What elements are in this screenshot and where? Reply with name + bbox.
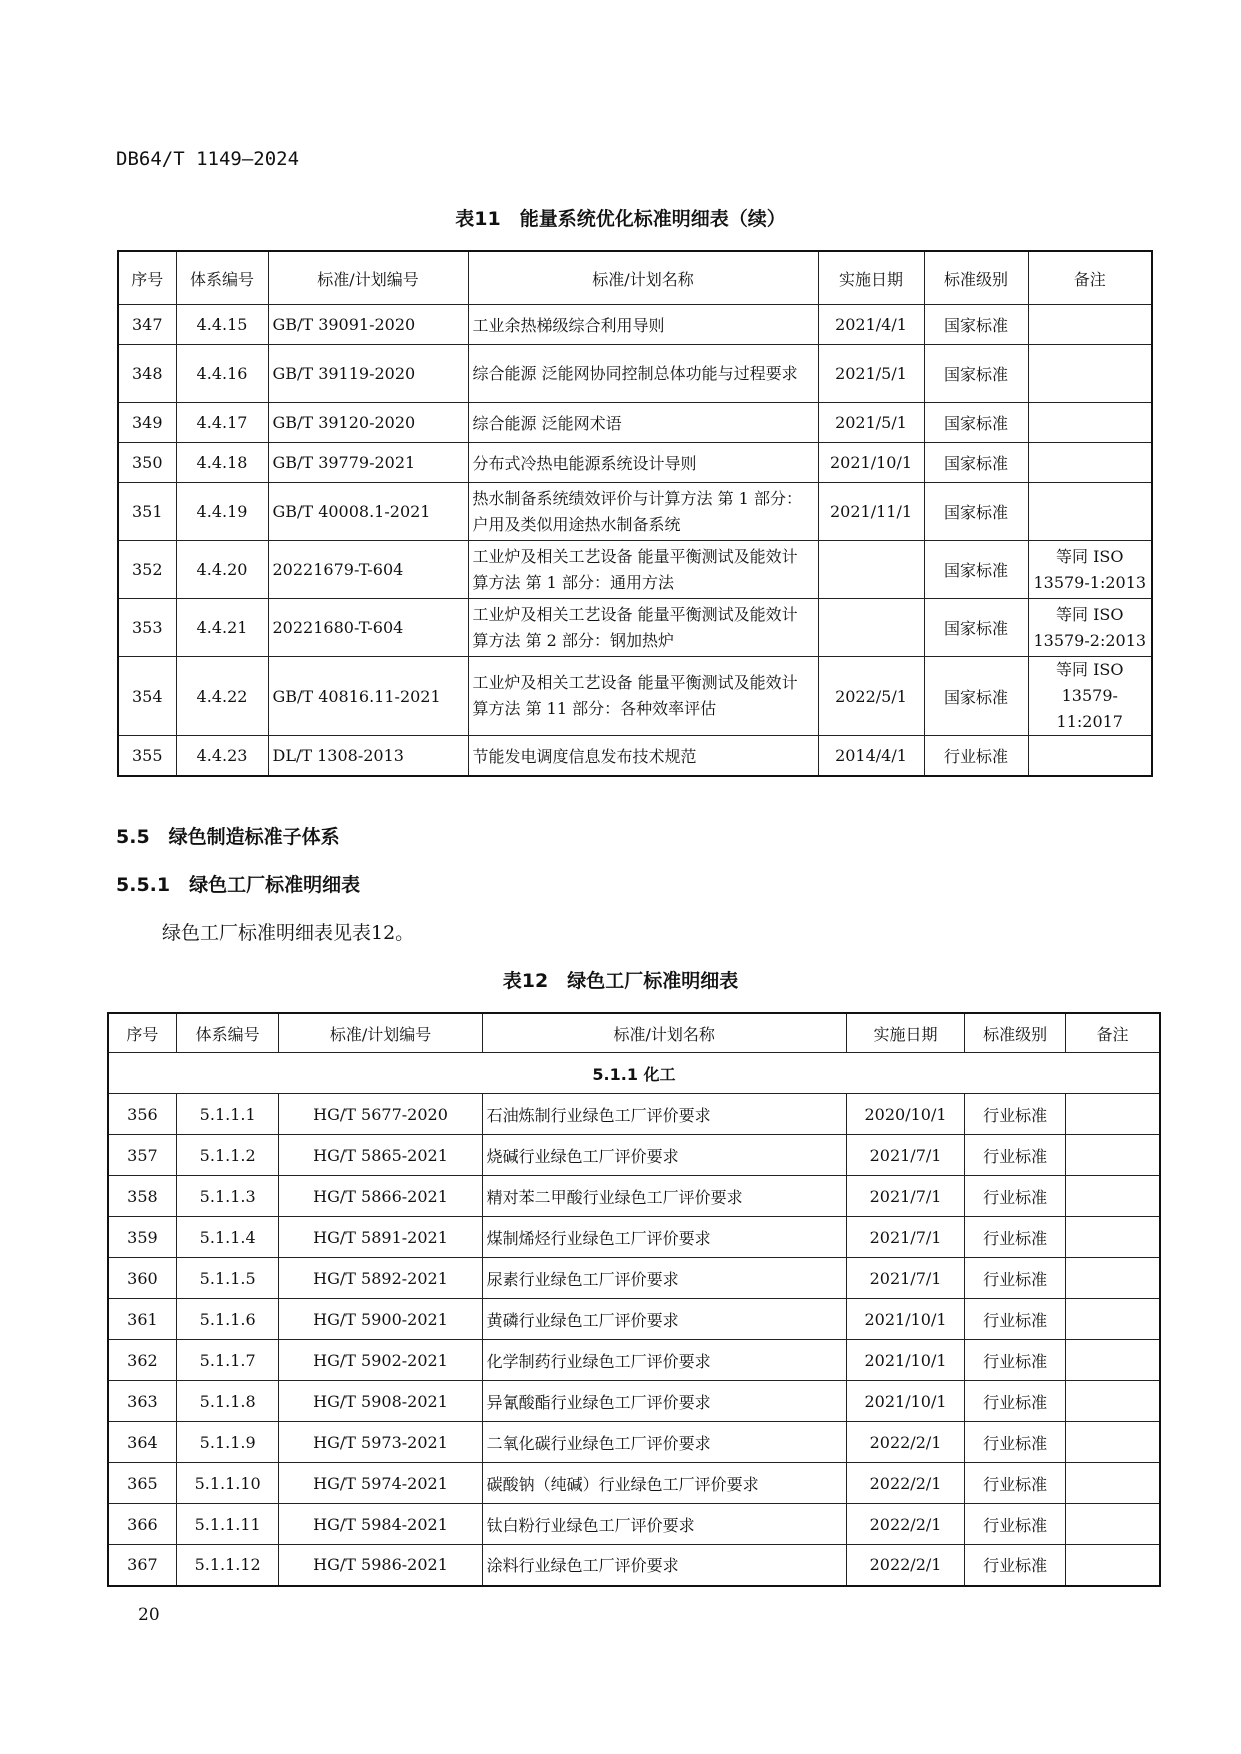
col-header-note: 备注 <box>1065 1013 1160 1053</box>
cell-code: HG/T 5902-2021 <box>279 1340 482 1381</box>
cell-sys: 5.1.1.11 <box>176 1504 279 1545</box>
cell-seq: 360 <box>108 1258 176 1299</box>
cell-code: HG/T 5986-2021 <box>279 1545 482 1586</box>
cell-seq: 363 <box>108 1381 176 1422</box>
table-row <box>108 1545 1160 1586</box>
cell-sys: 5.1.1.5 <box>176 1258 279 1299</box>
cell-note <box>1028 483 1152 541</box>
cell-sys: 5.1.1.4 <box>176 1217 279 1258</box>
section-heading-5-5-1: 5.5.1 绿色工厂标准明细表 <box>116 874 361 896</box>
cell-level: 行业标准 <box>965 1545 1066 1586</box>
cell-date: 2021/11/1 <box>818 483 924 541</box>
cell-name: 烧碱行业绿色工厂评价要求 <box>482 1135 846 1176</box>
cell-level: 行业标准 <box>965 1504 1066 1545</box>
cell-code: HG/T 5974-2021 <box>279 1463 482 1504</box>
cell-code: 20221680-T-604 <box>268 599 468 657</box>
cell-name: 综合能源 泛能网术语 <box>468 403 818 443</box>
cell-sys: 5.1.1.1 <box>176 1094 279 1135</box>
cell-level: 行业标准 <box>924 736 1028 776</box>
cell-level: 国家标准 <box>924 657 1028 736</box>
section-heading-5-5: 5.5 绿色制造标准子体系 <box>116 826 340 848</box>
cell-seq: 347 <box>118 305 176 345</box>
cell-sys: 5.1.1.12 <box>176 1545 279 1586</box>
cell-seq: 358 <box>108 1176 176 1217</box>
cell-code: GB/T 39779-2021 <box>268 443 468 483</box>
cell-level: 行业标准 <box>965 1299 1066 1340</box>
cell-seq: 351 <box>118 483 176 541</box>
col-header-sys: 体系编号 <box>176 251 268 305</box>
cell-name: 涂料行业绿色工厂评价要求 <box>482 1545 846 1586</box>
cell-note <box>1065 1504 1160 1545</box>
cell-date: 2021/7/1 <box>846 1217 965 1258</box>
cell-date: 2022/2/1 <box>846 1504 965 1545</box>
cell-name: 工业炉及相关工艺设备 能量平衡测试及能效计算方法 第 1 部分：通用方法 <box>468 541 818 599</box>
col-header-code: 标准/计划编号 <box>268 251 468 305</box>
table11-header-row <box>118 251 1152 305</box>
cell-seq: 348 <box>118 345 176 403</box>
cell-level: 行业标准 <box>965 1094 1066 1135</box>
table-row <box>108 1381 1160 1422</box>
cell-level: 国家标准 <box>924 599 1028 657</box>
cell-name: 黄磷行业绿色工厂评价要求 <box>482 1299 846 1340</box>
cell-name: 分布式冷热电能源系统设计导则 <box>468 443 818 483</box>
cell-seq: 350 <box>118 443 176 483</box>
cell-sys: 5.1.1.3 <box>176 1176 279 1217</box>
cell-name: 碳酸钠（纯碱）行业绿色工厂评价要求 <box>482 1463 846 1504</box>
cell-level: 行业标准 <box>965 1217 1066 1258</box>
body-paragraph: 绿色工厂标准明细表见表12。 <box>162 922 415 944</box>
table-group-row <box>108 1053 1160 1094</box>
col-header-note: 备注 <box>1028 251 1152 305</box>
cell-sys: 4.4.23 <box>176 736 268 776</box>
cell-date: 2021/7/1 <box>846 1176 965 1217</box>
table-row <box>108 1135 1160 1176</box>
cell-name: 节能发电调度信息发布技术规范 <box>468 736 818 776</box>
table-row <box>108 1299 1160 1340</box>
cell-seq: 353 <box>118 599 176 657</box>
table-row <box>108 1340 1160 1381</box>
table-row <box>108 1504 1160 1545</box>
table-row <box>108 1217 1160 1258</box>
cell-name: 工业余热梯级综合利用导则 <box>468 305 818 345</box>
table-row <box>108 1463 1160 1504</box>
cell-note <box>1065 1463 1160 1504</box>
cell-sys: 4.4.18 <box>176 443 268 483</box>
cell-level: 国家标准 <box>924 483 1028 541</box>
cell-code: GB/T 40008.1-2021 <box>268 483 468 541</box>
page-number: 20 <box>138 1605 160 1625</box>
cell-sys: 5.1.1.10 <box>176 1463 279 1504</box>
cell-note <box>1028 305 1152 345</box>
table-row <box>118 403 1152 443</box>
col-header-seq: 序号 <box>118 251 176 305</box>
table-row <box>108 1258 1160 1299</box>
cell-name: 煤制烯烃行业绿色工厂评价要求 <box>482 1217 846 1258</box>
cell-sys: 5.1.1.9 <box>176 1422 279 1463</box>
cell-name: 工业炉及相关工艺设备 能量平衡测试及能效计算方法 第 11 部分：各种效率评估 <box>468 657 818 736</box>
col-header-date: 实施日期 <box>846 1013 965 1053</box>
cell-level: 国家标准 <box>924 541 1028 599</box>
cell-note <box>1065 1217 1160 1258</box>
cell-note <box>1065 1381 1160 1422</box>
table-row <box>118 657 1152 736</box>
cell-level: 行业标准 <box>965 1176 1066 1217</box>
cell-code: GB/T 40816.11-2021 <box>268 657 468 736</box>
table-row <box>118 541 1152 599</box>
cell-sys: 4.4.19 <box>176 483 268 541</box>
table11-caption: 表11 能量系统优化标准明细表（续） <box>455 208 786 230</box>
cell-code: HG/T 5865-2021 <box>279 1135 482 1176</box>
cell-sys: 4.4.20 <box>176 541 268 599</box>
cell-code: HG/T 5984-2021 <box>279 1504 482 1545</box>
document-code: DB64/T 1149—2024 <box>116 148 300 170</box>
col-header-name: 标准/计划名称 <box>468 251 818 305</box>
cell-seq: 355 <box>118 736 176 776</box>
cell-seq: 357 <box>108 1135 176 1176</box>
col-header-date: 实施日期 <box>818 251 924 305</box>
cell-level: 国家标准 <box>924 305 1028 345</box>
table-row <box>108 1094 1160 1135</box>
cell-code: HG/T 5900-2021 <box>279 1299 482 1340</box>
table12-header-row <box>108 1013 1160 1053</box>
cell-date: 2022/2/1 <box>846 1422 965 1463</box>
cell-date <box>818 599 924 657</box>
cell-sys: 5.1.1.2 <box>176 1135 279 1176</box>
cell-date: 2021/7/1 <box>846 1258 965 1299</box>
cell-code: DL/T 1308-2013 <box>268 736 468 776</box>
cell-date: 2021/5/1 <box>818 403 924 443</box>
table-row <box>118 599 1152 657</box>
cell-note <box>1065 1299 1160 1340</box>
table12 <box>107 1012 1161 1587</box>
cell-code: HG/T 5892-2021 <box>279 1258 482 1299</box>
cell-name: 综合能源 泛能网协同控制总体功能与过程要求 <box>468 345 818 403</box>
cell-level: 行业标准 <box>965 1135 1066 1176</box>
cell-sys: 4.4.15 <box>176 305 268 345</box>
cell-date <box>818 541 924 599</box>
cell-level: 行业标准 <box>965 1422 1066 1463</box>
cell-note <box>1065 1135 1160 1176</box>
cell-code: HG/T 5973-2021 <box>279 1422 482 1463</box>
cell-seq: 361 <box>108 1299 176 1340</box>
cell-level: 行业标准 <box>965 1381 1066 1422</box>
cell-sys: 4.4.22 <box>176 657 268 736</box>
col-header-name: 标准/计划名称 <box>482 1013 846 1053</box>
cell-code: GB/T 39119-2020 <box>268 345 468 403</box>
cell-name: 化学制药行业绿色工厂评价要求 <box>482 1340 846 1381</box>
table-row <box>118 736 1152 776</box>
cell-name: 异氰酸酯行业绿色工厂评价要求 <box>482 1381 846 1422</box>
cell-seq: 362 <box>108 1340 176 1381</box>
cell-code: 20221679-T-604 <box>268 541 468 599</box>
cell-seq: 364 <box>108 1422 176 1463</box>
cell-sys: 4.4.17 <box>176 403 268 443</box>
cell-level: 国家标准 <box>924 403 1028 443</box>
col-header-code: 标准/计划编号 <box>279 1013 482 1053</box>
cell-date: 2021/5/1 <box>818 345 924 403</box>
cell-level: 行业标准 <box>965 1340 1066 1381</box>
cell-sys: 4.4.21 <box>176 599 268 657</box>
cell-code: HG/T 5866-2021 <box>279 1176 482 1217</box>
cell-name: 钛白粉行业绿色工厂评价要求 <box>482 1504 846 1545</box>
cell-note <box>1065 1094 1160 1135</box>
table-row <box>118 483 1152 541</box>
cell-sys: 5.1.1.7 <box>176 1340 279 1381</box>
cell-note <box>1028 736 1152 776</box>
cell-seq: 359 <box>108 1217 176 1258</box>
cell-code: GB/T 39091-2020 <box>268 305 468 345</box>
cell-level: 行业标准 <box>965 1463 1066 1504</box>
cell-seq: 366 <box>108 1504 176 1545</box>
cell-note <box>1065 1258 1160 1299</box>
cell-date: 2014/4/1 <box>818 736 924 776</box>
cell-note <box>1065 1340 1160 1381</box>
cell-level: 国家标准 <box>924 345 1028 403</box>
col-header-sys: 体系编号 <box>176 1013 279 1053</box>
cell-name: 精对苯二甲酸行业绿色工厂评价要求 <box>482 1176 846 1217</box>
table-row <box>118 305 1152 345</box>
cell-date: 2021/10/1 <box>846 1381 965 1422</box>
cell-name: 尿素行业绿色工厂评价要求 <box>482 1258 846 1299</box>
cell-sys: 4.4.16 <box>176 345 268 403</box>
cell-seq: 349 <box>118 403 176 443</box>
cell-date: 2022/2/1 <box>846 1545 965 1586</box>
cell-date: 2021/4/1 <box>818 305 924 345</box>
cell-seq: 354 <box>118 657 176 736</box>
col-header-level: 标准级别 <box>965 1013 1066 1053</box>
table-row <box>108 1422 1160 1463</box>
cell-seq: 367 <box>108 1545 176 1586</box>
cell-date: 2022/2/1 <box>846 1463 965 1504</box>
cell-level: 行业标准 <box>965 1258 1066 1299</box>
cell-note: 等同 ISO 13579-11:2017 <box>1028 657 1152 736</box>
cell-seq: 365 <box>108 1463 176 1504</box>
cell-name: 工业炉及相关工艺设备 能量平衡测试及能效计算方法 第 2 部分：钢加热炉 <box>468 599 818 657</box>
cell-name: 石油炼制行业绿色工厂评价要求 <box>482 1094 846 1135</box>
cell-code: GB/T 39120-2020 <box>268 403 468 443</box>
table-row <box>108 1176 1160 1217</box>
table12-caption: 表12 绿色工厂标准明细表 <box>502 970 739 992</box>
col-header-seq: 序号 <box>108 1013 176 1053</box>
cell-date: 2021/7/1 <box>846 1135 965 1176</box>
cell-note <box>1065 1545 1160 1586</box>
cell-sys: 5.1.1.8 <box>176 1381 279 1422</box>
cell-note <box>1065 1422 1160 1463</box>
cell-note <box>1028 443 1152 483</box>
cell-name: 热水制备系统绩效评价与计算方法 第 1 部分：户用及类似用途热水制备系统 <box>468 483 818 541</box>
cell-date: 2021/10/1 <box>846 1340 965 1381</box>
cell-note: 等同 ISO 13579-1:2013 <box>1028 541 1152 599</box>
cell-level: 国家标准 <box>924 443 1028 483</box>
cell-seq: 352 <box>118 541 176 599</box>
cell-note: 等同 ISO 13579-2:2013 <box>1028 599 1152 657</box>
cell-seq: 356 <box>108 1094 176 1135</box>
cell-note <box>1028 403 1152 443</box>
cell-date: 2021/10/1 <box>846 1299 965 1340</box>
cell-date: 2022/5/1 <box>818 657 924 736</box>
table11 <box>117 250 1153 777</box>
table-row <box>118 443 1152 483</box>
cell-note <box>1028 345 1152 403</box>
group-label: 5.1.1 化工 <box>108 1053 1160 1094</box>
cell-date: 2021/10/1 <box>818 443 924 483</box>
cell-name: 二氧化碳行业绿色工厂评价要求 <box>482 1422 846 1463</box>
cell-code: HG/T 5908-2021 <box>279 1381 482 1422</box>
cell-sys: 5.1.1.6 <box>176 1299 279 1340</box>
cell-note <box>1065 1176 1160 1217</box>
cell-code: HG/T 5891-2021 <box>279 1217 482 1258</box>
col-header-level: 标准级别 <box>924 251 1028 305</box>
cell-code: HG/T 5677-2020 <box>279 1094 482 1135</box>
cell-date: 2020/10/1 <box>846 1094 965 1135</box>
table-row <box>118 345 1152 403</box>
